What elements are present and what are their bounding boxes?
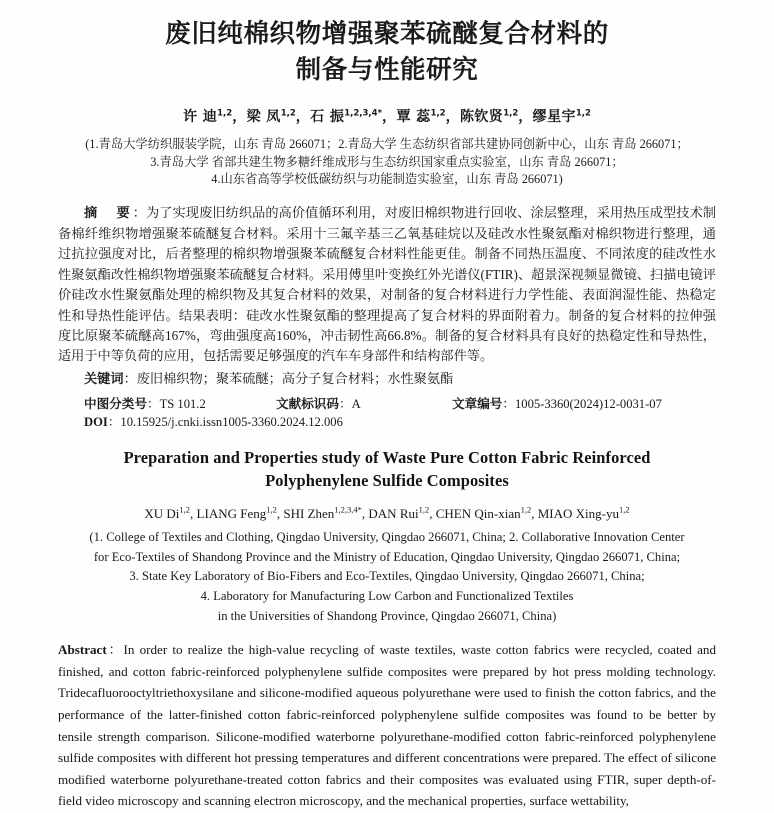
- english-abstract-text: ：In order to realize the high-value recycling of waste textiles, waste cotton fabrics were recycled, coated and finished, and cotton fabric-reinforced polyphenylene sulfide composites were prepared by hot press molding technology. Tridecafluorooctyltriethoxysilane and silicone-modified aqueous polyurethane were used to finish the cotton fabrics, and the performance of the latter-finished cotton fabric-reinforced polyphenylene sulfide composites was found to be better by tensile strength comparison. Silicone-modified waterborne polyurethane-modified cotton fabric-reinforced polyphenylene sulfide composites with different hot pressing temperatures and different concentrations were prepared. The effect of silicone modified waterborne polyurethane-treated cotton fabrics and their composites was evaluated using FTIR, super depth-of-field video microscopy and scanning electron microscopy, and the mechanical properties, surface wettability,: [58, 642, 716, 809]
- doi-label: DOI: [84, 414, 108, 429]
- english-affiliation-line: (1. College of Textiles and Clothing, Qingdao University, Qingdao 266071, China; 2. Collaborative Innovation Center: [89, 530, 685, 545]
- chinese-title: [58, 0, 716, 88]
- document-code: [276, 395, 452, 414]
- chinese-abstract-text: ：为了实现废旧纺织品的高价值循环利用，对废旧棉织物进行回收、涂层整理，采用热压成型技术制备棉纤维织物增强聚苯硫醚复合材料。采用十三氟辛基三乙氧基硅烷以及硅改水性聚氨酯对棉织物进行整理，通过抗拉强度对比，后者整理的棉织物增强聚苯硫醚复合材料性能更佳。制备不同热压温度、不同浓度的硅改性水性聚氨酯改性棉织物增强聚苯硫醚复合材料。采用傅里叶变换红外光谱仪(FTIR)、超景深视频显微镜、扫描电镜评价硅改水性聚氨酯处理的棉织物及其复合材料的效果，对制备的复合材料进行力学性能、表面润湿性能、热稳定性和导热性能评估。结果表明：硅改水性聚氨酯的整理提高了复合材料的界面附着力。制备的复合材料的拉伸强度比原聚苯硫醚高167%，弯曲强度高160%，冲击韧性高66.8%。制备的复合材料具有良好的热稳定性和导热性，适用于中等负荷的应用，包括需要足够强度的汽车车身部件和结构部件等。: [58, 204, 717, 364]
- doi-value[interactable]: ：10.15925/j.cnki.issn1005-3360.2024.12.006: [107, 414, 343, 429]
- english-affiliation-line: 3. State Key Laboratory of Bio-Fibers and Eco-Textiles, Qingdao University, Qingdao 266071, China;: [129, 569, 645, 584]
- article-number-label: 文章编号: [452, 396, 503, 412]
- chinese-keywords-label: 关键词: [84, 371, 124, 387]
- english-affiliation-line: in the Universities of Shandong Province, Qingdao 266071, China): [217, 608, 557, 623]
- metadata-row-doi: [84, 414, 716, 432]
- metadata-row-codes: [84, 395, 716, 414]
- chinese-keywords: [58, 369, 716, 390]
- english-affiliations: [58, 528, 716, 626]
- chinese-title-line-1: 废旧纯棉织物增强聚苯硫醚复合材料的: [165, 19, 609, 49]
- publication-metadata: [58, 395, 716, 431]
- clc-value: ：TS 101.2: [146, 397, 206, 412]
- document-code-label: 文献标识码: [276, 396, 339, 412]
- chinese-affiliations: [58, 136, 716, 189]
- chinese-keywords-text: ：废旧棉织物；聚苯硫醚；高分子复合材料；水性聚氨酯: [123, 370, 454, 386]
- chinese-title-line-2: 制备与性能研究: [295, 55, 479, 85]
- english-title-line-2: Polyphenylene Sulfide Composites: [265, 471, 509, 491]
- chinese-affiliation-line: (1.青岛大学纺织服装学院，山东 青岛 266071；2.青岛大学 生态纺织省部共建协同创新中心，山东 青岛 266071；: [85, 137, 689, 151]
- document-code-value: ：A: [338, 397, 361, 412]
- clc-number: [84, 395, 276, 414]
- english-abstract: [58, 639, 716, 812]
- chinese-abstract-label: 摘 要: [84, 205, 133, 221]
- english-affiliation-line: 4. Laboratory for Manufacturing Low Carbon and Functionalized Textiles: [200, 588, 574, 603]
- english-title: [58, 446, 716, 492]
- english-author-list: XU Di$^{1,2}$, LIANG Feng$^{1,2}$, SHI Zhen$^{1,2,3,4*}$, DAN Rui$^{1,2}$, CHEN Qin-xian$^{1,2}$, MIAO Xing-yu$^{1,2}$: [144, 504, 630, 522]
- chinese-author-list: 许 迪$^{1,2}$，梁 凤$^{1,2}$，石 振$^{1,2,3,4*}$，覃 蕊$^{1,2}$，陈钦贤$^{1,2}$，缪星宇$^{1,2}$: [183, 108, 591, 125]
- article-number: [452, 395, 662, 414]
- english-abstract-label: Abstract: [58, 642, 107, 658]
- clc-label: 中图分类号: [84, 396, 147, 412]
- english-affiliation-line: for Eco-Textiles of Shandong Province and the Ministry of Education, Qingdao University, Qingdao 266071, China;: [93, 549, 681, 564]
- article-number-value: ：1005-3360(2024)12-0031-07: [502, 397, 662, 412]
- chinese-affiliation-line: 3.青岛大学 省部共建生物多糖纤维成形与生态纺织国家重点实验室，山东 青岛 266071；: [150, 154, 624, 169]
- english-title-line-1: Preparation and Properties study of Waste Pure Cotton Fabric Reinforced: [123, 448, 651, 468]
- chinese-abstract: [58, 203, 716, 367]
- chinese-affiliation-line: 4.山东省高等学校低碳纺织与功能制造实验室，山东 青岛 266071): [211, 172, 563, 186]
